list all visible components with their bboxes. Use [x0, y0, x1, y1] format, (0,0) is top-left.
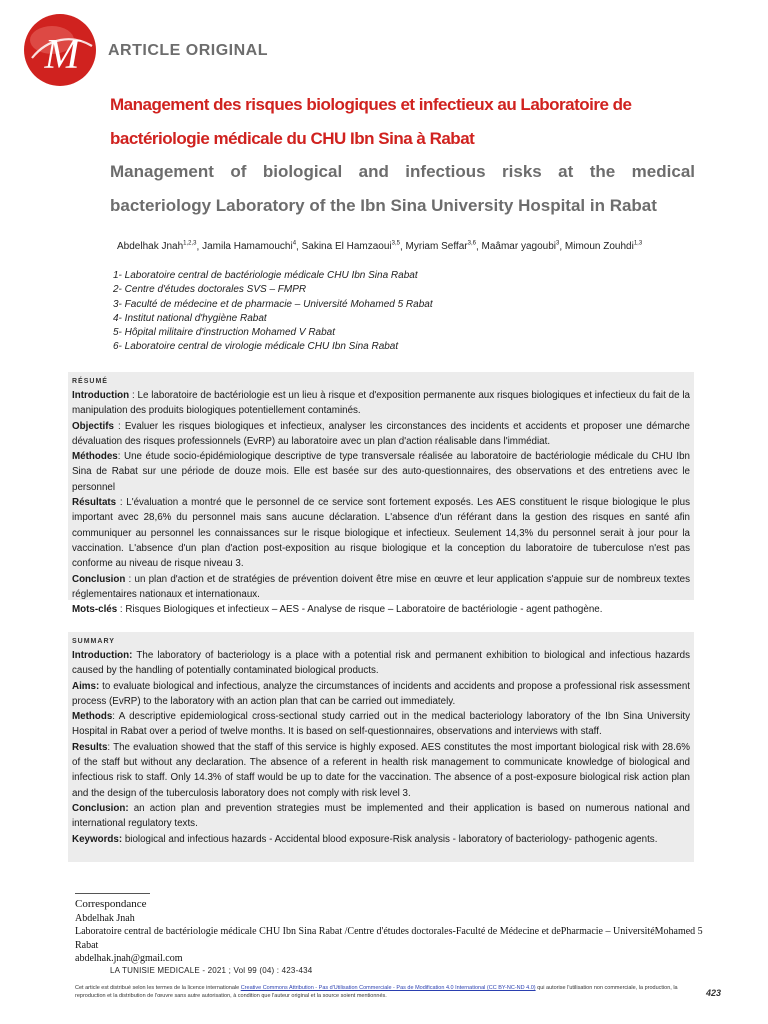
author: Maâmar yagoubi$^3$	[481, 241, 560, 253]
affiliation-item: 4- Institut national d'hygiène Rabat	[113, 312, 267, 324]
correspondence-address: Laboratoire central de bactériologie médicale CHU Ibn Sina Rabat /Centre d'études doctorales-Faculté de Médecine et dePharmacie – UniversitéMohamed 5 Rabat	[75, 926, 703, 951]
logo-letter: M	[44, 32, 80, 78]
resume-conclusion: Conclusion : un plan d'action et de stratégies de prévention doivent être mise en œuvre et leur application s'appuie sur de nombreux textes réglementaires nationaux et internationaux.	[72, 573, 690, 600]
affiliation-item: 5- Hôpital militaire d'instruction Mohamed V Rabat	[113, 327, 336, 339]
title-french: Management des risques biologiques et infectieux au Laboratoire de bactériologie médicale du CHU Ibn Sina à Rabat	[110, 95, 632, 148]
resume-resultats: Résultats : L'évaluation a montré que le personnel de ce service sont fortement exposés. Les AES constituent le risque biologique le plus important avec 28,6% du personnel mais sans aucune déclaration. L'absence d'un référant dans la gestion des risques en santé afin communiquer au personnel les connaissances sur le risque biologique et infectieux. Seulement 14,3% du personnel serait à jour pour la vaccination. L'absence d'un plan d'action post-exposition au risque biologique et la conception du laboratoire de tuberculose n'est pas conforme au niveau de risque niveau 3.	[72, 497, 690, 570]
resume-mots-cles: Mots-clés : Risques Biologiques et infectieux – AES - Analyse de risque – Laboratoire de bactériologie - agent pathogène.	[72, 604, 603, 616]
resume-introduction: Introduction : Le laboratoire de bactériologie est un lieu à risque et d'exposition permanente aux risques biologiques et infectieux du fait de la manipulation des produits biologiques potentiellement contaminés.	[72, 390, 690, 417]
author: Abdelhak Jnah$^{1,2,3}$	[117, 241, 197, 253]
correspondence-name: Abdelhak Jnah	[75, 912, 135, 924]
author-list: Abdelhak Jnah$^{1,2,3}$, Jamila Hamamouchi$^4$, Sakina El Hamzaoui$^{3,5}$, Myriam Seffar$^{3,6}$, Maâmar yagoubi$^3$, Mimoun Zouhdi$^{1,3}$	[117, 241, 643, 253]
summary-results: Results: The evaluation showed that the staff of this service is highly exposed. AES constitutes the most important biological risk with 28.6% of the staff but without any declaration. The absence of a referent in health risk management to communicate knowledge of biological and infectious risk to staff. Only 14.3% of staff would be up to date for the vaccination. The absence of a post-exposure biological risk action plan and the design of the tuberculosis laboratory does not comply with risk level 3.	[72, 741, 690, 799]
license-notice: Cet article est distribué selon les termes de la licence internationale Creative Commons Attribution - Pas d'Utilisation Commerciale - Pas de Modification 4.0 International (CC BY-NC-ND 4.0) qui autorise l'utilisation non commerciale, la production, la reproduction et la distribution de l'œuvre sans autre autorisation, à condition que l'auteur original et la source soient mentionnés.	[75, 985, 678, 999]
affiliation-item: 6- Laboratoire central de virologie médicale CHU Ibn Sina Rabat	[113, 341, 399, 353]
correspondence-block	[75, 898, 705, 966]
summary-box	[68, 632, 694, 862]
journal-citation: LA TUNISIE MEDICALE - 2021 ; Vol 99 (04) : 423-434	[110, 966, 313, 975]
summary-introduction: Introduction: The laboratory of bacteriology is a place with a potential risk and permanent exhibition to biological and infectious hazards caused by the handling of potentially contaminated biological products.	[72, 650, 690, 677]
resume-heading: RÉSUMÉ	[72, 378, 108, 385]
affiliation-list	[113, 269, 713, 355]
correspondence-label: Correspondance	[75, 898, 147, 910]
resume-methodes: Méthodes: Une étude socio-épidémiologique descriptive de type transversale réalisée au laboratoire de bactériologie médicale du CHU Ibn Sina de Rabat sur une période de douze mois. Elle est basée sur des auto-questionnaires, des observations et des entretiens avec le personnel	[72, 451, 690, 493]
affiliation-item: 3- Faculté de médecine et de pharmacie – Université Mohamed 5 Rabat	[113, 298, 433, 310]
author: Mimoun Zouhdi$^{1,3}$	[564, 241, 643, 253]
summary-keywords: Keywords: biological and infectious hazards - Accidental blood exposure-Risk analysis - laboratory of bacteriology- pathogenic agents.	[72, 833, 658, 845]
summary-heading: SUMMARY	[72, 638, 115, 645]
title-english: Management of biological and infectious risks at the medical bacteriology Laboratory of the Ibn Sina University Hospital in Rabat	[110, 162, 695, 215]
resume-objectifs: Objectifs : Evaluer les risques biologiques et infectieux, analyser les circonstances des incidents et accidents et proposer une démarche dévaluation des risques professionnels (EvRP) au laboratoire avec un plan d'action réalisable dans l'immédiat.	[72, 420, 690, 447]
license-link[interactable]: Creative Commons Attribution - Pas d'Utilisation Commerciale - Pas de Modification 4.0 International (CC BY-NC-ND 4.0)	[240, 985, 536, 991]
summary-aims: Aims: to evaluate biological and infectious, analyze the circumstances of incidents and accidents and propose a professional risk assessment process (EvRP) to the laboratory with an action plan that can be carried out immediately.	[72, 680, 690, 707]
page-number: 423	[706, 988, 722, 998]
author: Jamila Hamamouchi$^4$	[202, 241, 297, 253]
author: Sakina El Hamzaoui$^{3,5}$	[301, 241, 400, 253]
affiliation-item: 1- Laboratoire central de bactériologie médicale CHU Ibn Sina Rabat	[113, 270, 418, 281]
resume-box	[68, 372, 694, 616]
affiliation-item: 2- Centre d'études doctorales SVS – FMPR	[113, 284, 307, 296]
journal-logo	[22, 12, 98, 88]
summary-conclusion: Conclusion: an action plan and prevention strategies must be implemented and their application is based on numerous national and international regulatory texts.	[72, 802, 690, 830]
correspondence-email[interactable]: abdelhak.jnah@gmail.com	[75, 953, 183, 964]
article-type: ARTICLE ORIGINAL	[108, 42, 268, 59]
correspondence-divider	[75, 893, 150, 894]
summary-methods: Methods: A descriptive epidemiological cross-sectional study carried out in the medical bacteriology laboratory of the Ibn Sina University Hospital in Rabat over a period of twelve months. It is based on self-questionnaires, observations and interviews with staff.	[72, 711, 690, 738]
author: Myriam Seffar$^{3,6}$	[405, 241, 476, 253]
